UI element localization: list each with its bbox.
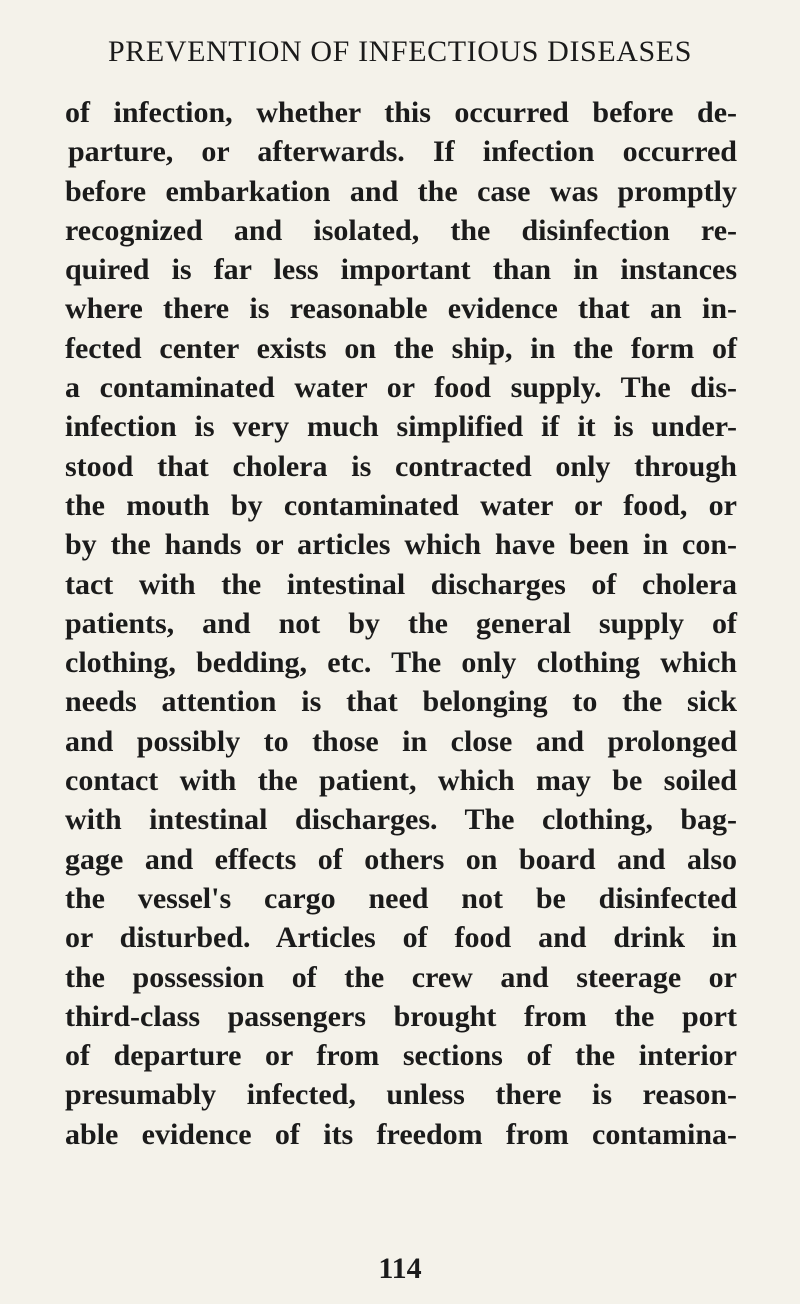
text-line: stood that cholera is contracted only through (65, 449, 737, 483)
text-line: with intestinal discharges. The clothing, bag- (65, 803, 737, 837)
text-line: the possession of the crew and steerage or (65, 960, 737, 994)
text-line: contact with the patient, which may be soiled (65, 764, 737, 798)
text-line: gage and effects of others on board and also (65, 842, 737, 876)
text-line: third-class passengers brought from the port (65, 999, 737, 1033)
text-line: patients, and not by the general supply of (65, 606, 737, 640)
body-text (65, 93, 737, 1154)
text-line: the mouth by contaminated water or food, or (65, 488, 737, 522)
text-line: recognized and isolated, the disinfection re- (65, 213, 737, 247)
text-line: before embarkation and the case was promptly (65, 174, 737, 208)
page-number: 114 (378, 1252, 422, 1285)
text-line: a contaminated water or food supply. The dis- (65, 371, 737, 405)
text-line: infection is very much simplified if it is under- (65, 410, 737, 444)
text-line: by the hands or articles which have been in con- (65, 528, 737, 562)
text-line: presumably infected, unless there is reason- (65, 1078, 737, 1112)
text-line: able evidence of its freedom from contamina- (65, 1117, 737, 1151)
text-line: or disturbed. Articles of food and drink in (65, 921, 737, 955)
text-line: clothing, bedding, etc. The only clothing which (65, 646, 737, 680)
text-line: quired is far less important than in instances (65, 253, 737, 287)
text-line: fected center exists on the ship, in the form of (65, 331, 737, 365)
text-line: the vessel's cargo need not be disinfected (65, 881, 737, 915)
text-line: where there is reasonable evidence that an in- (65, 292, 737, 326)
running-head: PREVENTION OF INFECTIOUS DISEASES (108, 35, 692, 68)
text-line: of infection, whether this occurred before de- (65, 96, 737, 129)
text-line: and possibly to those in close and prolonged (65, 724, 737, 758)
text-line: needs attention is that belonging to the sick (65, 685, 737, 719)
text-line: parture, or afterwards. If infection occurred (68, 135, 737, 169)
text-line: tact with the intestinal discharges of cholera (65, 567, 737, 601)
text-line: of departure or from sections of the interior (65, 1039, 737, 1073)
